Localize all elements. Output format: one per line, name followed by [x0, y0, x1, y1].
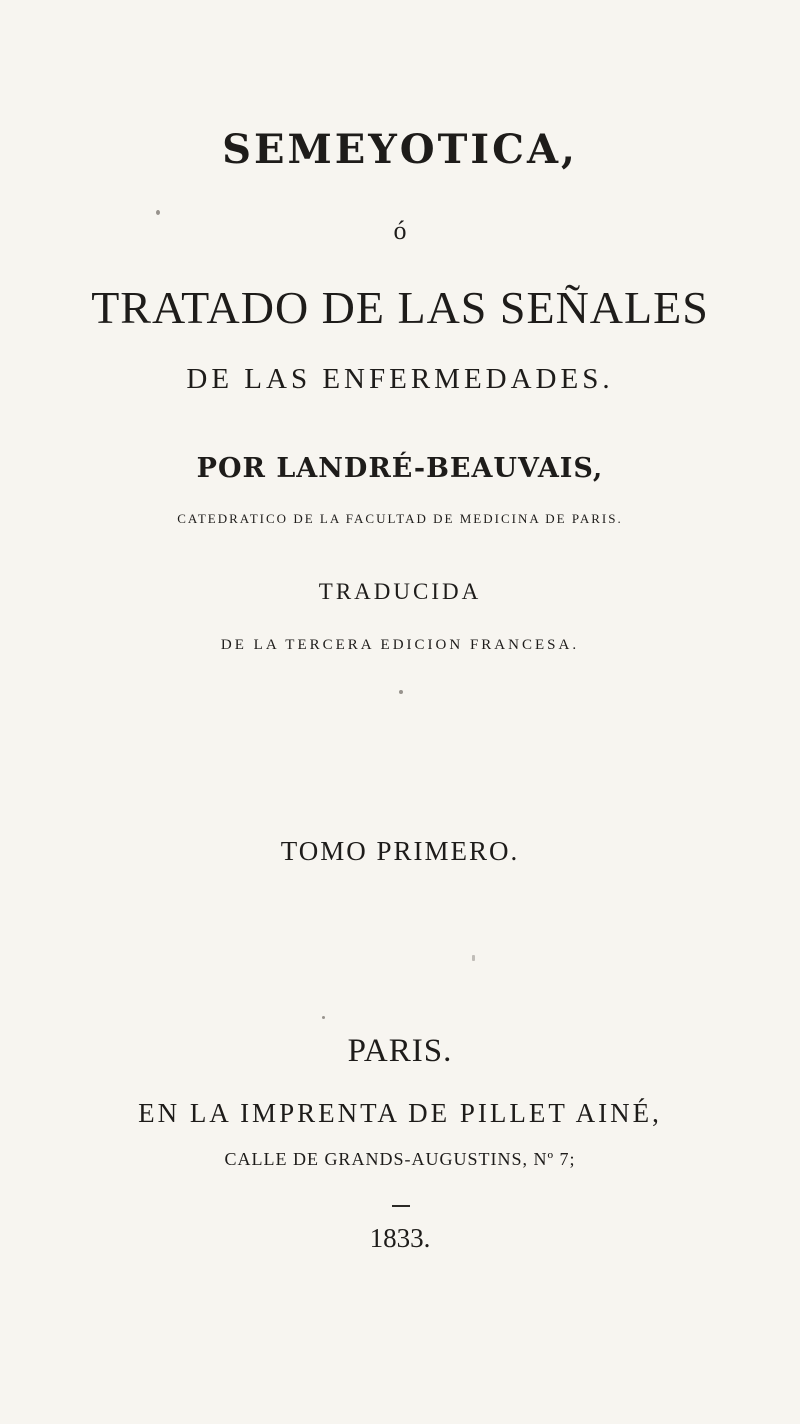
separator-rule	[392, 1205, 410, 1207]
printer-address: CALLE DE GRANDS-AUGUSTINS, Nº 7;	[224, 1149, 576, 1169]
edition-note: DE LA TERCERA EDICION FRANCESA.	[220, 637, 580, 653]
author-title: CATEDRATICO DE LA FACULTAD DE MEDICINA DE PARIS.	[177, 511, 623, 526]
publication-city: PARIS.	[347, 1033, 453, 1069]
publication-year: 1833.	[369, 1223, 431, 1253]
printer-line: EN LA IMPRENTA DE PILLET AINÉ,	[138, 1098, 662, 1128]
paper-speck	[399, 690, 403, 694]
book-title: SEMEYOTICA,	[222, 126, 578, 173]
paper-speck	[322, 1016, 325, 1019]
author-name: POR LANDRÉ-BEAUVAIS,	[196, 453, 604, 484]
book-subtitle-line2: DE LAS ENFERMEDADES.	[186, 363, 614, 395]
paper-speck	[156, 210, 160, 215]
paper-speck	[472, 955, 475, 961]
translation-note: TRADUCIDA	[318, 579, 482, 604]
volume-label: TOMO PRIMERO.	[280, 836, 520, 866]
book-subtitle-line1: TRATADO DE LAS SEÑALES	[91, 282, 709, 333]
title-conjunction: ó	[393, 216, 407, 245]
